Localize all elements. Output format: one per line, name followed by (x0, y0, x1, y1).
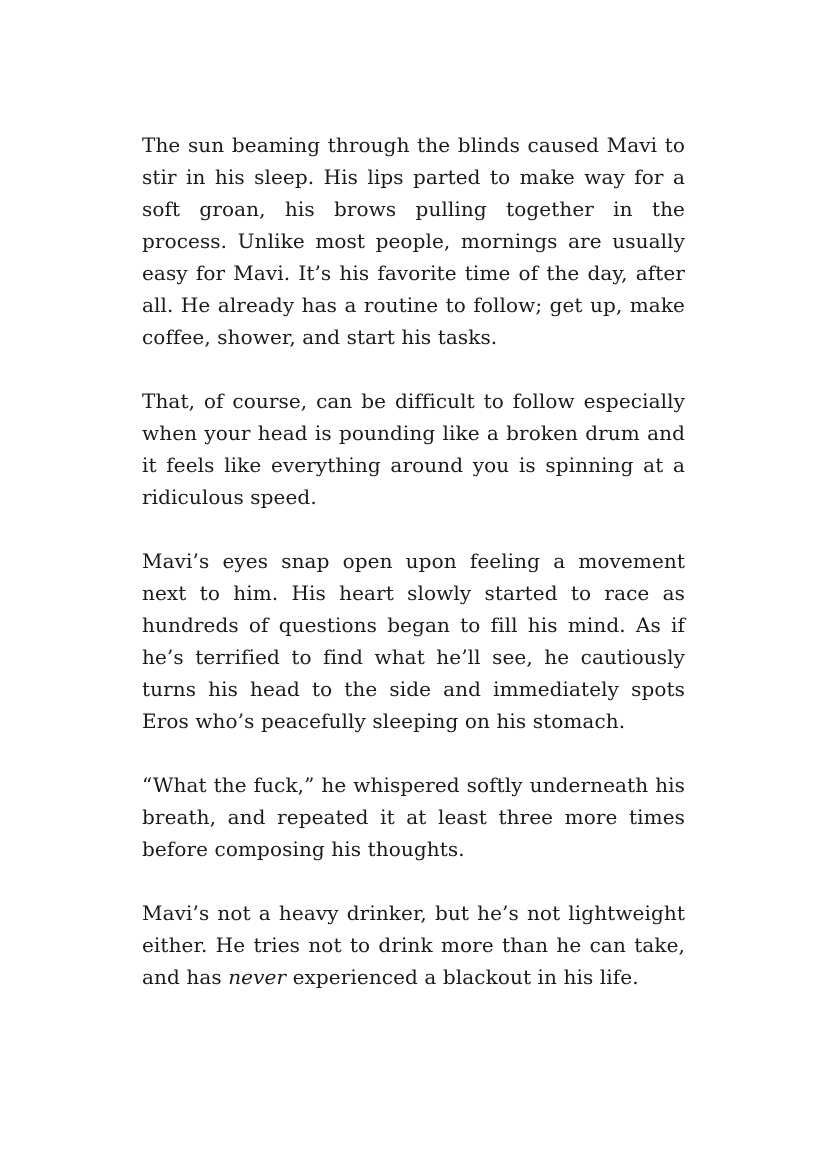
paragraph-5-text-before: Mavi’s not a heavy drinker, but he’s not lightweight either. He tries not to drink more than he can take, and has (142, 901, 685, 989)
paragraph-5 (142, 897, 685, 993)
paragraph-2: That, of course, can be difficult to follow especially when your head is pounding like a broken drum and it feels like everything around you is spinning at a ridiculous speed. (142, 389, 685, 509)
paragraph-5-emphasis: never (228, 965, 287, 989)
paragraph-4: “What the fuck,” he whispered softly underneath his breath, and repeated it at least three more times before composing his thoughts. (142, 773, 685, 861)
paragraph-5-text-after: experienced a blackout in his life. (286, 965, 639, 989)
paragraph-3: Mavi’s eyes snap open upon feeling a movement next to him. His heart slowly started to race as hundreds of questions began to fill his mind. As if he’s terrified to find what he’ll see, he cautiously turns his head to the side and immediately spots Eros who’s peacefully sleeping on his stomach. (142, 549, 685, 733)
document-page (142, 129, 685, 993)
paragraph-1: The sun beaming through the blinds caused Mavi to stir in his sleep. His lips parted to make way for a soft groan, his brows pulling together in the process. Unlike most people, mornings are usually easy for Mavi. It’s his favorite time of the day, after all. He already has a routine to follow; get up, make coffee, shower, and start his tasks. (142, 133, 685, 349)
